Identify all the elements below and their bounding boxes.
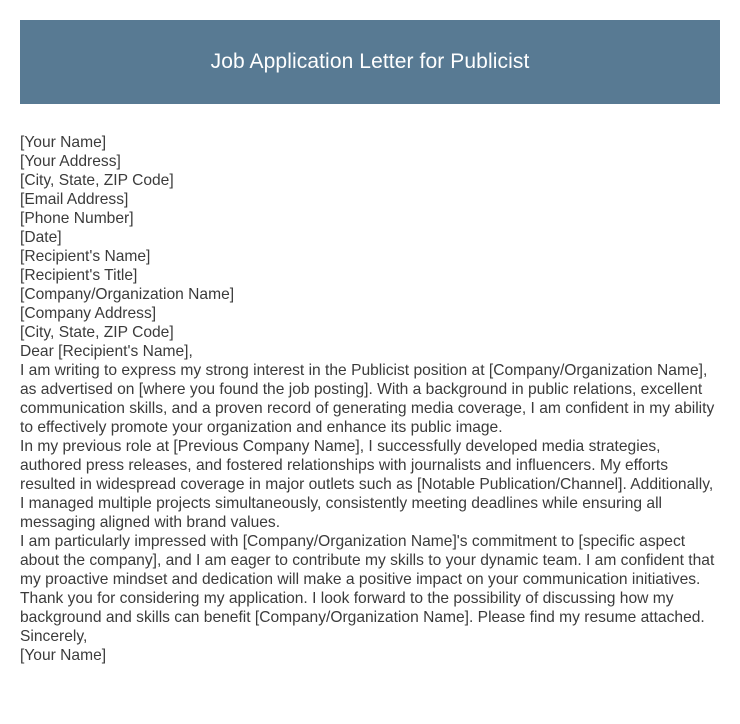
paragraph-closing: Thank you for considering my application. I look forward to the possibility of discussing how my background and skills can benefit [Company/Organization Name]. Please find my resume attached. [20,590,705,626]
sender-email: [Email Address] [20,191,129,208]
letter-body [20,133,720,665]
sender-phone: [Phone Number] [20,210,134,227]
closing: Sincerely, [20,628,88,645]
paragraph-experience: In my previous role at [Previous Company Name], I successfully developed media strategies, authored press releases, and fostered relationships with journalists and influencers. My efforts resulted in widespread coverage in major outlets such as [Notable Publication/Channel]. Additionally, I managed multiple projects simultaneously, consistently meeting deadlines while ensuring all messaging aligned with brand values. [20,438,714,531]
recipient-name: [Recipient's Name] [20,248,151,265]
salutation: Dear [Recipient's Name], [20,343,193,360]
recipient-title: [Recipient's Title] [20,267,138,284]
sender-name: [Your Name] [20,134,107,151]
sender-address: [Your Address] [20,153,121,170]
paragraph-intro: I am writing to express my strong interest in the Publicist position at [Company/Organization Name], as advertised on [where you found the job posting]. With a background in public relations, excellent communication skills, and a proven record of generating media coverage, I am confident in my ability to effectively promote your organization and enhance its public image. [20,362,715,436]
page-title: Job Application Letter for Publicist [210,50,530,73]
letter-date: [Date] [20,229,62,246]
sender-city-state-zip: [City, State, ZIP Code] [20,172,174,189]
recipient-address: [Company Address] [20,305,157,322]
paragraph-interest: I am particularly impressed with [Company/Organization Name]'s commitment to [specific aspect about the company], and I am eager to contribute my skills to your dynamic team. I am confident that my proactive mindset and dedication will make a positive impact on your communication initiatives. [20,533,715,588]
recipient-city-state-zip: [City, State, ZIP Code] [20,324,174,341]
header-banner [20,20,720,104]
signature-name: [Your Name] [20,647,107,664]
recipient-company: [Company/Organization Name] [20,286,235,303]
